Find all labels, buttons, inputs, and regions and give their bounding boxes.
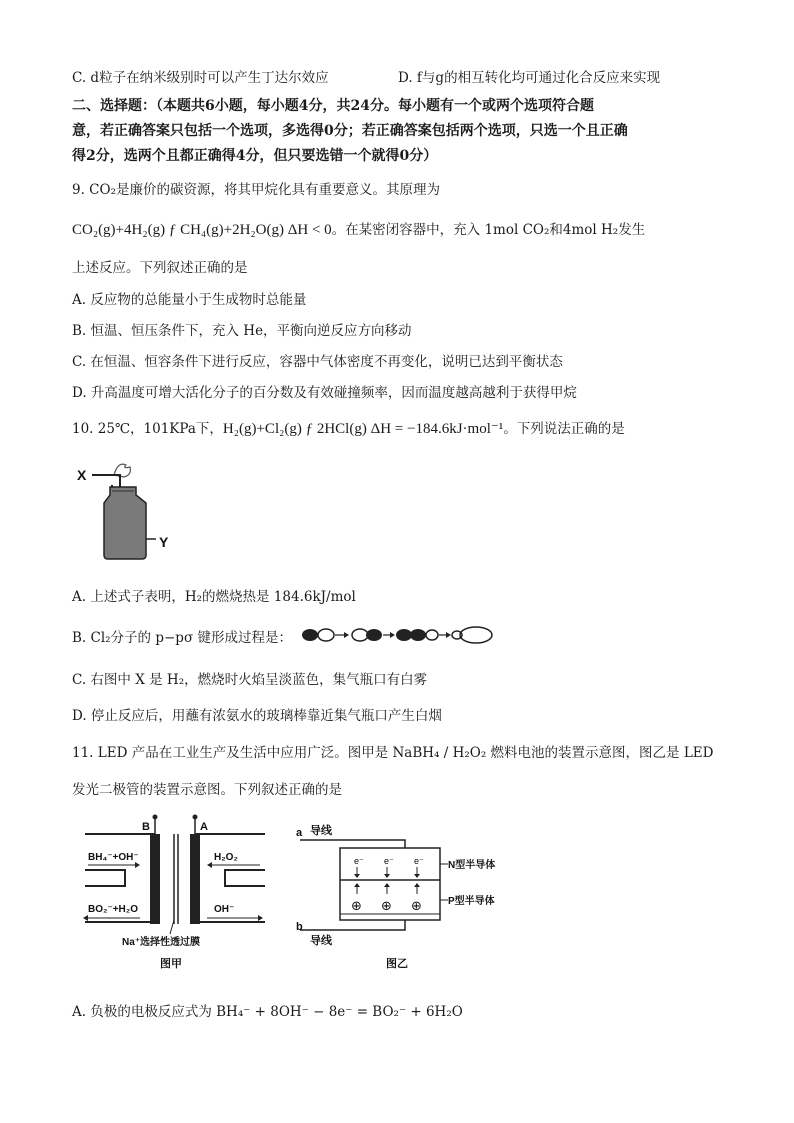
q10-stem-tail: 。下列说法正确的是	[503, 421, 625, 437]
fig-jia-b-label: B	[142, 821, 150, 833]
q11-option-a: A. 负极的电极反应式为 BH₄⁻ + 8OH⁻ − 8e⁻ = BO₂⁻ + 6H₂O	[72, 1004, 463, 1020]
q10-option-b	[72, 626, 292, 646]
fig-jia-right-in: H₂O₂	[214, 852, 238, 863]
q9-option-a: A. 反应物的总能量小于生成物时总能量	[72, 292, 307, 308]
q10-stem	[72, 417, 625, 438]
fig-yi-wire-bottom: 导线	[310, 935, 332, 947]
fig-yi-electron-1: e⁻	[354, 856, 364, 866]
q10-gas-jar-figure	[74, 455, 184, 565]
section-header-3: 得2分，选两个且都正确得4分，但只要选错一个就得0分）	[72, 148, 438, 164]
q10-option-b-text: B. Cl₂分子的 p−pσ 键形成过程是：	[72, 630, 292, 646]
fig-yi-wire-top: 导线	[310, 825, 332, 837]
fig-jia-membrane-label: Na⁺选择性透过膜	[122, 937, 201, 948]
fuel-cell-diagram	[80, 812, 280, 977]
fig-yi-b-label: b	[296, 921, 303, 933]
fig10-y-label: Y	[159, 534, 169, 550]
q10-option-c: C. 右图中 X 是 H₂，燃烧时火焰呈淡蓝色，集气瓶口有白雾	[72, 672, 428, 688]
fig-yi-n-label: N型半导体	[448, 860, 496, 871]
q10-stem-text: 10. 25℃，101KPa下，	[72, 421, 223, 437]
q9-equation-line	[72, 218, 645, 239]
led-diagram	[290, 812, 530, 977]
fig-jia-a-label: A	[200, 821, 208, 833]
q11-stem-1: 11. LED 产品在工业生产及生活中应用广泛。图甲是 NaBH₄ / H₂O₂ 燃料电池的装置示意图，图乙是 LED	[72, 745, 714, 761]
q9-option-b: B. 恒温、恒压条件下，充入 He，平衡向逆反应方向移动	[72, 323, 412, 339]
q9-stem-2: 上述反应。下列叙述正确的是	[72, 260, 248, 276]
q9-option-d: D. 升高温度可增大活化分子的百分数及有效碰撞频率，因而温度越高越利于获得甲烷	[72, 385, 577, 401]
fig-yi-caption: 图乙	[386, 958, 408, 970]
q10-equation: H₂(g)+Cl₂(g) ƒ 2HCl(g) ΔH = −184.6kJ·mol⁻¹	[222, 421, 504, 437]
section-header-2: 意，若正确答案只包括一个选项，多选得0分；若正确答案包括两个选项，只选一个且正确	[72, 123, 628, 139]
section-header-1: 二、选择题：（本题共6小题，每小题4分，共24分。每小题有一个或两个选项符合题	[72, 98, 594, 114]
fig-yi-p-label: P型半导体	[448, 896, 495, 907]
fig-jia-left-in: BH₄⁻+OH⁻	[88, 852, 139, 863]
fig-yi-electron-3: e⁻	[414, 856, 424, 866]
fig-yi-hole-1: ⊕	[351, 898, 362, 913]
fig-yi-hole-3: ⊕	[411, 898, 422, 913]
fig-jia-right-out: OH⁻	[214, 904, 235, 915]
q10-option-a: A. 上述式子表明，H₂的燃烧热是 184.6kJ/mol	[72, 589, 356, 605]
fig-yi-a-label: a	[296, 827, 303, 839]
fig10-x-label: X	[77, 467, 87, 483]
q11-stem-2: 发光二极管的装置示意图。下列叙述正确的是	[72, 782, 342, 798]
q8-option-c: C. d粒子在纳米级别时可以产生丁达尔效应	[72, 70, 329, 86]
q9-equation: CO₂(g)+4H₂(g) ƒ CH₄(g)+2H₂O(g) ΔH < 0	[72, 222, 332, 238]
fig-jia-left-out: BO₂⁻+H₂O	[88, 904, 139, 915]
q9-equation-tail: 。在某密闭容器中，充入 1mol CO₂和4mol H₂发生	[331, 222, 646, 238]
sigma-bond-formation-diagram	[300, 624, 495, 646]
fig-yi-hole-2: ⊕	[381, 898, 392, 913]
fig-jia-caption: 图甲	[160, 958, 182, 970]
q8-option-d: D. f与g的相互转化均可通过化合反应来实现	[398, 70, 661, 86]
q9-stem: 9. CO₂是廉价的碳资源，将其甲烷化具有重要意义。其原理为	[72, 182, 440, 198]
fig-yi-electron-2: e⁻	[384, 856, 394, 866]
q10-option-d: D. 停止反应后，用蘸有浓氨水的玻璃棒靠近集气瓶口产生白烟	[72, 708, 442, 724]
q9-option-c: C. 在恒温、恒容条件下进行反应，容器中气体密度不再变化，说明已达到平衡状态	[72, 354, 563, 370]
